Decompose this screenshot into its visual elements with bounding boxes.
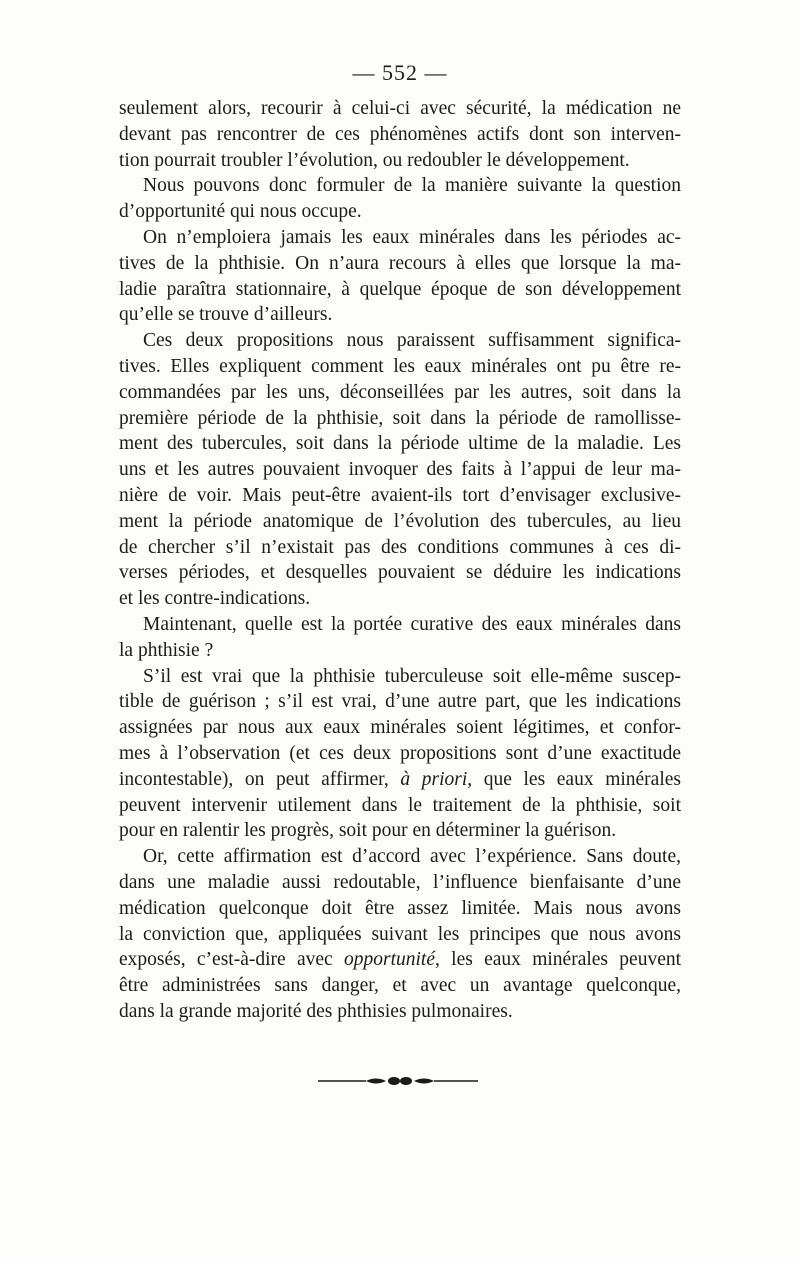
paragraph-4	[119, 328, 681, 612]
text-line: et les contre-indications.	[119, 588, 311, 610]
text-line: la phthisie ?	[119, 639, 214, 661]
text-line: devant pas rencontrer de ces phénomènes actifs dont son interven-	[119, 123, 681, 145]
text-line: de chercher s’il n’existait pas des conditions communes à ces di-	[119, 536, 681, 558]
text-line: seulement alors, recourir à celui-ci avec sécurité, la médication ne	[119, 98, 681, 119]
text-segment: exposés, c’est-à-dire avec	[119, 949, 333, 971]
text-line: peuvent intervenir utilement dans le traitement de la phthisie, soit	[119, 794, 681, 816]
text-line-with-italic	[119, 947, 681, 973]
text-line-with-italic	[119, 767, 681, 793]
tailpiece-ornament	[318, 1074, 478, 1088]
text-segment: les eaux minérales peuvent	[451, 949, 682, 971]
text-line: tible de guérison ; s’il est vrai, d’une autre part, que les indications	[119, 691, 681, 713]
body-text	[119, 96, 681, 1025]
text-line: dans la grande majorité des phthisies pulmonaires.	[119, 1000, 513, 1022]
page-number: — 552 —	[352, 60, 448, 85]
text-line: médication quelconque doit être assez limitée. Mais nous avons	[119, 897, 681, 919]
text-line: tives. Elles expliquent comment les eaux minérales ont pu être re-	[119, 355, 681, 377]
text-line: dans une maladie aussi redoutable, l’influence bienfaisante d’une	[119, 871, 681, 893]
italic-phrase: à priori,	[400, 768, 473, 790]
text-line: ment des tubercules, soit dans la période ultime de la maladie. Les	[119, 433, 681, 455]
text-segment: que les eaux minérales	[483, 768, 681, 790]
text-line: ment la période anatomique de l’évolution des tubercules, au lieu	[119, 510, 681, 532]
paragraph-7	[119, 844, 681, 1025]
text-line: ladie paraîtra stationnaire, à quelque époque de son développement	[119, 278, 681, 300]
text-line: la conviction que, appliquées suivant les principes que nous avons	[119, 923, 681, 945]
text-line: assignées par nous aux eaux minérales soient légitimes, et confor-	[119, 717, 681, 739]
paragraph-6	[119, 664, 681, 845]
text-line: Or, cette affirmation est d’accord avec l’expérience. Sans doute,	[143, 846, 681, 868]
text-line: Ces deux propositions nous paraissent suffisamment significa-	[143, 330, 681, 352]
paragraph-1	[119, 96, 681, 173]
paragraph-3	[119, 225, 681, 328]
text-line: commandées par les uns, déconseillées par les autres, soit dans la	[119, 381, 681, 403]
text-line: être administrées sans danger, et avec un avantage quelconque,	[119, 975, 681, 997]
text-line: pour en ralentir les progrès, soit pour en déterminer la guérison.	[119, 820, 617, 842]
text-line: mes à l’observation (et ces deux propositions sont d’une exactitude	[119, 742, 681, 764]
text-segment: incontestable), on peut affirmer,	[119, 768, 389, 790]
italic-phrase: opportunité,	[343, 949, 440, 971]
text-line: nière de voir. Mais peut-être avaient-ils tort d’envisager exclusive-	[119, 484, 681, 506]
text-line: uns et les autres pouvaient invoquer des faits à l’appui de leur ma-	[119, 459, 681, 481]
text-line: Nous pouvons donc formuler de la manière suivante la question	[143, 175, 681, 197]
text-line: On n’emploiera jamais les eaux minérales dans les périodes ac-	[143, 226, 681, 248]
paragraph-5	[119, 612, 681, 664]
text-line: première période de la phthisie, soit dans la période de ramollisse-	[119, 407, 681, 429]
text-line: Maintenant, quelle est la portée curative des eaux minérales dans	[143, 613, 681, 635]
paragraph-2	[119, 173, 681, 225]
text-line: qu’elle se trouve d’ailleurs.	[119, 304, 333, 326]
text-line: d’opportunité qui nous occupe.	[119, 201, 362, 223]
text-line: tion pourrait troubler l’évolution, ou redoubler le développement.	[119, 149, 630, 171]
text-line: tives de la phthisie. On n’aura recours à elles que lorsque la ma-	[119, 252, 681, 274]
text-line: S’il est vrai que la phthisie tuberculeuse soit elle-même suscep-	[143, 665, 681, 687]
text-line: verses périodes, et desquelles pouvaient se déduire les indications	[119, 562, 681, 584]
